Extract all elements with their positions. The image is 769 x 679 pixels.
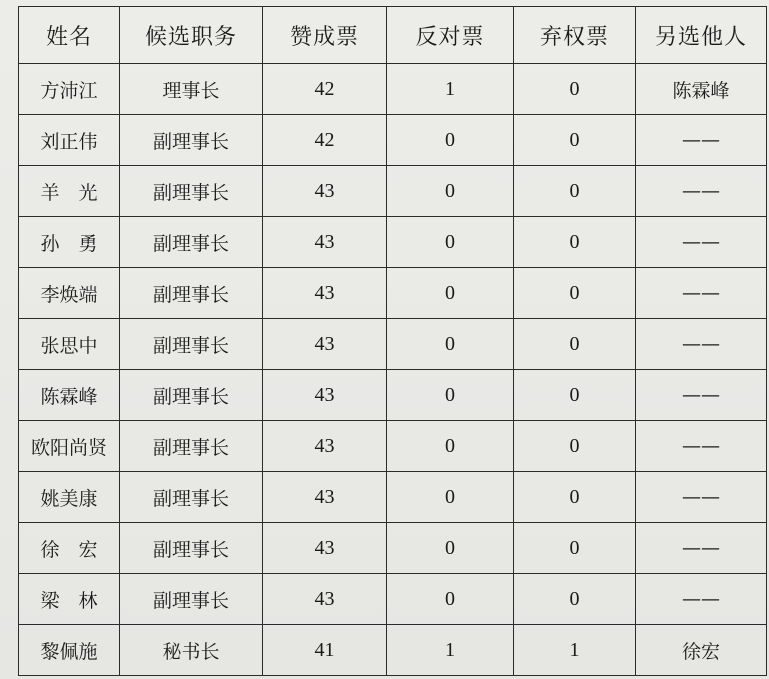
cell-no-votes: 0: [387, 268, 514, 319]
cell-position: 副理事长: [120, 319, 263, 370]
cell-no-votes: 0: [387, 472, 514, 523]
cell-yes-votes: 42: [263, 115, 387, 166]
cell-yes-votes: 43: [263, 370, 387, 421]
cell-position: 副理事长: [120, 421, 263, 472]
cell-position: 副理事长: [120, 370, 263, 421]
cell-abstain-votes: 0: [514, 421, 636, 472]
header-position: 候选职务: [120, 7, 263, 64]
cell-abstain-votes: 1: [514, 625, 636, 676]
cell-abstain-votes: 0: [514, 217, 636, 268]
table-row: [19, 574, 767, 625]
table-row: [19, 319, 767, 370]
table-row: [19, 64, 767, 115]
table-row: [19, 472, 767, 523]
table-header: [19, 7, 767, 64]
table-row: [19, 268, 767, 319]
cell-other-candidate: ——: [636, 319, 767, 370]
table-row: [19, 370, 767, 421]
cell-name: 孙 勇: [19, 217, 120, 268]
cell-name: 欧阳尚贤: [19, 421, 120, 472]
cell-position: 副理事长: [120, 166, 263, 217]
cell-no-votes: 0: [387, 166, 514, 217]
cell-other-candidate: ——: [636, 268, 767, 319]
cell-no-votes: 1: [387, 64, 514, 115]
cell-other-candidate: ——: [636, 115, 767, 166]
table-row: [19, 115, 767, 166]
cell-other-candidate: ——: [636, 574, 767, 625]
cell-other-candidate: ——: [636, 166, 767, 217]
cell-position: 副理事长: [120, 268, 263, 319]
table-row: [19, 166, 767, 217]
cell-position: 理事长: [120, 64, 263, 115]
cell-yes-votes: 43: [263, 166, 387, 217]
cell-abstain-votes: 0: [514, 472, 636, 523]
cell-name: 徐 宏: [19, 523, 120, 574]
table-row: [19, 421, 767, 472]
cell-no-votes: 0: [387, 574, 514, 625]
table-row: [19, 523, 767, 574]
cell-yes-votes: 43: [263, 217, 387, 268]
cell-other-candidate: ——: [636, 217, 767, 268]
cell-other-candidate: ——: [636, 421, 767, 472]
cell-yes-votes: 43: [263, 523, 387, 574]
cell-yes-votes: 41: [263, 625, 387, 676]
cell-name: 姚美康: [19, 472, 120, 523]
cell-name: 方沛江: [19, 64, 120, 115]
header-row: [19, 7, 767, 64]
election-results-table: [18, 6, 767, 676]
cell-abstain-votes: 0: [514, 370, 636, 421]
cell-other-candidate: ——: [636, 472, 767, 523]
cell-abstain-votes: 0: [514, 574, 636, 625]
cell-name: 黎佩施: [19, 625, 120, 676]
cell-name: 梁 林: [19, 574, 120, 625]
header-other-candidate: 另选他人: [636, 7, 767, 64]
cell-position: 副理事长: [120, 115, 263, 166]
cell-name: 李焕端: [19, 268, 120, 319]
cell-other-candidate: ——: [636, 523, 767, 574]
cell-name: 刘正伟: [19, 115, 120, 166]
cell-yes-votes: 43: [263, 421, 387, 472]
cell-name: 陈霖峰: [19, 370, 120, 421]
table-row: [19, 217, 767, 268]
cell-position: 秘书长: [120, 625, 263, 676]
table-body: [19, 64, 767, 676]
header-name: 姓名: [19, 7, 120, 64]
cell-no-votes: 0: [387, 115, 514, 166]
cell-yes-votes: 42: [263, 64, 387, 115]
cell-other-candidate: 陈霖峰: [636, 64, 767, 115]
cell-no-votes: 0: [387, 319, 514, 370]
cell-abstain-votes: 0: [514, 115, 636, 166]
cell-yes-votes: 43: [263, 574, 387, 625]
cell-abstain-votes: 0: [514, 523, 636, 574]
cell-other-candidate: 徐宏: [636, 625, 767, 676]
cell-yes-votes: 43: [263, 319, 387, 370]
cell-name: 羊 光: [19, 166, 120, 217]
cell-yes-votes: 43: [263, 472, 387, 523]
cell-no-votes: 0: [387, 370, 514, 421]
cell-abstain-votes: 0: [514, 166, 636, 217]
cell-position: 副理事长: [120, 523, 263, 574]
cell-yes-votes: 43: [263, 268, 387, 319]
cell-no-votes: 0: [387, 217, 514, 268]
cell-abstain-votes: 0: [514, 64, 636, 115]
cell-other-candidate: ——: [636, 370, 767, 421]
cell-no-votes: 0: [387, 421, 514, 472]
table-row: [19, 625, 767, 676]
cell-no-votes: 1: [387, 625, 514, 676]
header-abstain-votes: 弃权票: [514, 7, 636, 64]
cell-abstain-votes: 0: [514, 319, 636, 370]
cell-abstain-votes: 0: [514, 268, 636, 319]
header-no-votes: 反对票: [387, 7, 514, 64]
cell-position: 副理事长: [120, 217, 263, 268]
header-yes-votes: 赞成票: [263, 7, 387, 64]
cell-position: 副理事长: [120, 472, 263, 523]
cell-no-votes: 0: [387, 523, 514, 574]
cell-position: 副理事长: [120, 574, 263, 625]
cell-name: 张思中: [19, 319, 120, 370]
